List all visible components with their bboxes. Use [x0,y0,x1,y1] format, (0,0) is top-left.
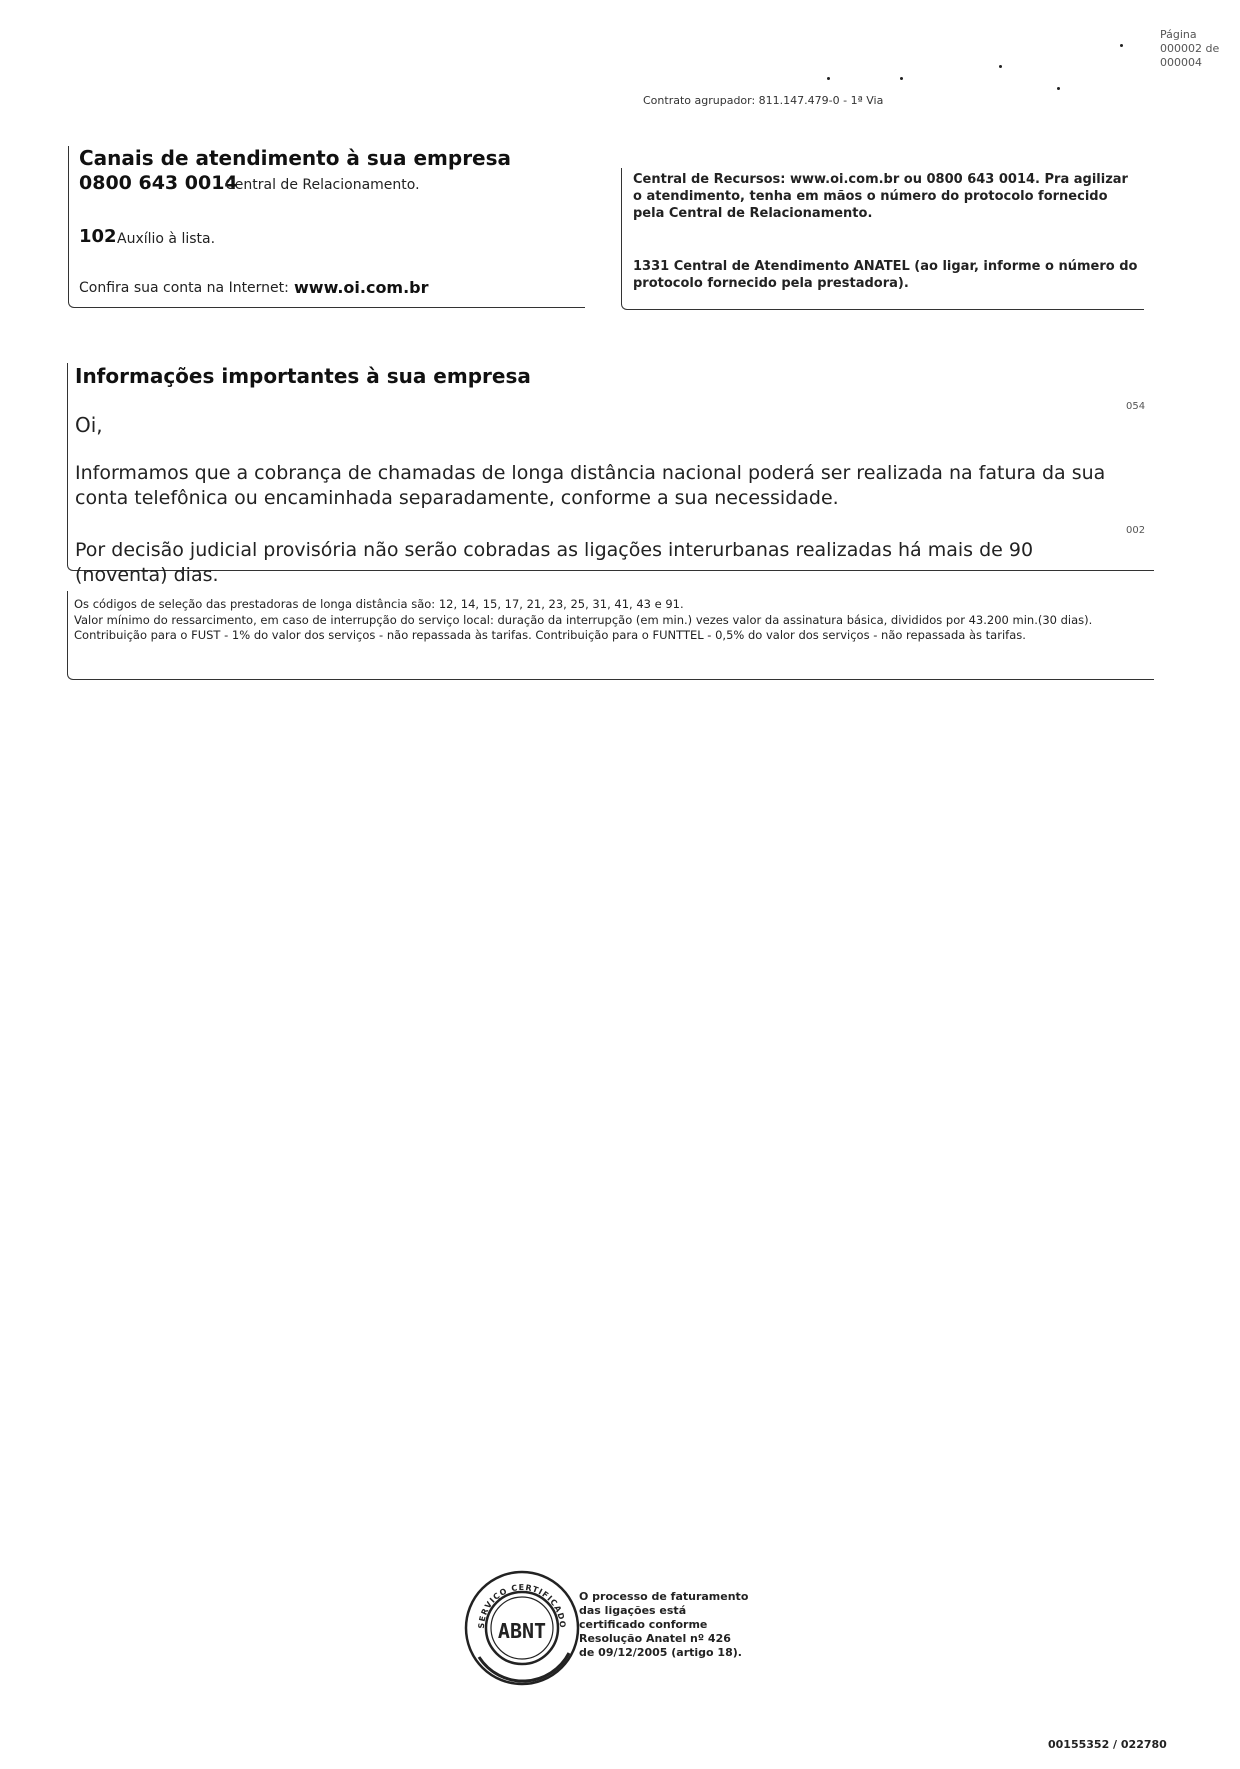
message-code: 002 [1126,525,1146,536]
directory-assistance-description: Auxílio à lista. [117,231,216,247]
internet-link[interactable]: www.oi.com.br [294,278,429,297]
relationship-phone-number: 0800 643 0014 [79,172,238,194]
judicial-decision-notice: Por decisão judicial provisória não serão cobradas as ligações interurbanas realizadas há mais de 90 (noventa) dias. [75,539,1034,586]
fine-print [74,597,1159,644]
page-indicator [1160,28,1230,70]
important-info-title: Informações importantes à sua empresa [75,364,531,388]
long-distance-notice: Informamos que a cobrança de chamadas de longa distância nacional poderá ser realizada na fatura da sua conta telefônica ou encaminhada separadamente, conforme a sua necessidade. [75,462,1106,509]
page-total: 000004 [1160,56,1202,69]
page-current: 000002 de [1160,42,1220,55]
internet-label: Confira sua conta na Internet: [79,280,289,296]
carrier-codes-note: Os códigos de seleção das prestadoras de longa distância são: 12, 14, 15, 17, 21, 23, 25, 31, 41, 43 e 91. [74,597,684,611]
appeals-center-text: Central de Recursos: www.oi.com.br ou 0800 643 0014. Pra agilizar o atendimento, tenha em mãos o número do protocolo fornecido pela Central de Relacionamento. [633,172,1128,221]
refund-note: Valor mínimo do ressarcimento, em caso de interrupção do serviço local: duração da interrupção (em min.) vezes valor da assinatura básica, divididos por 43.200 min.(30 dias). [74,612,1093,627]
abnt-certification-seal-icon [459,1565,585,1691]
seal-logo-text: ABNT [497,1619,547,1643]
directory-assistance-number: 102 [79,226,117,247]
page-label: Página [1160,28,1197,41]
greeting: Oi, [75,413,103,437]
message-code: 054 [1126,401,1146,412]
anatel-contact-text: 1331 Central de Atendimento ANATEL (ao ligar, informe o número do protocolo fornecido pela prestadora). [633,259,1138,291]
contribution-note: Contribuição para o FUST - 1% do valor dos serviços - não repassada às tarifas. Contribuição para o FUNTTEL - 0,5% do valor dos serviços - não repassada às tarifas. [74,628,1026,642]
relationship-phone-description: Central de Relacionamento. [225,177,420,193]
service-channels-title: Canais de atendimento à sua empresa [79,146,512,170]
document-id: 00155352 / 022780 [1048,1738,1167,1751]
contract-reference: Contrato agrupador: 811.147.479-0 - 1ª Via [643,94,884,107]
certification-text: O processo de faturamento das ligações está certificado conforme Resolução Anatel nº 426 de 09/12/2005 (artigo 18). [579,1590,749,1659]
seal-ring-text: SERVIÇO CERTIFICADO [476,1582,568,1629]
